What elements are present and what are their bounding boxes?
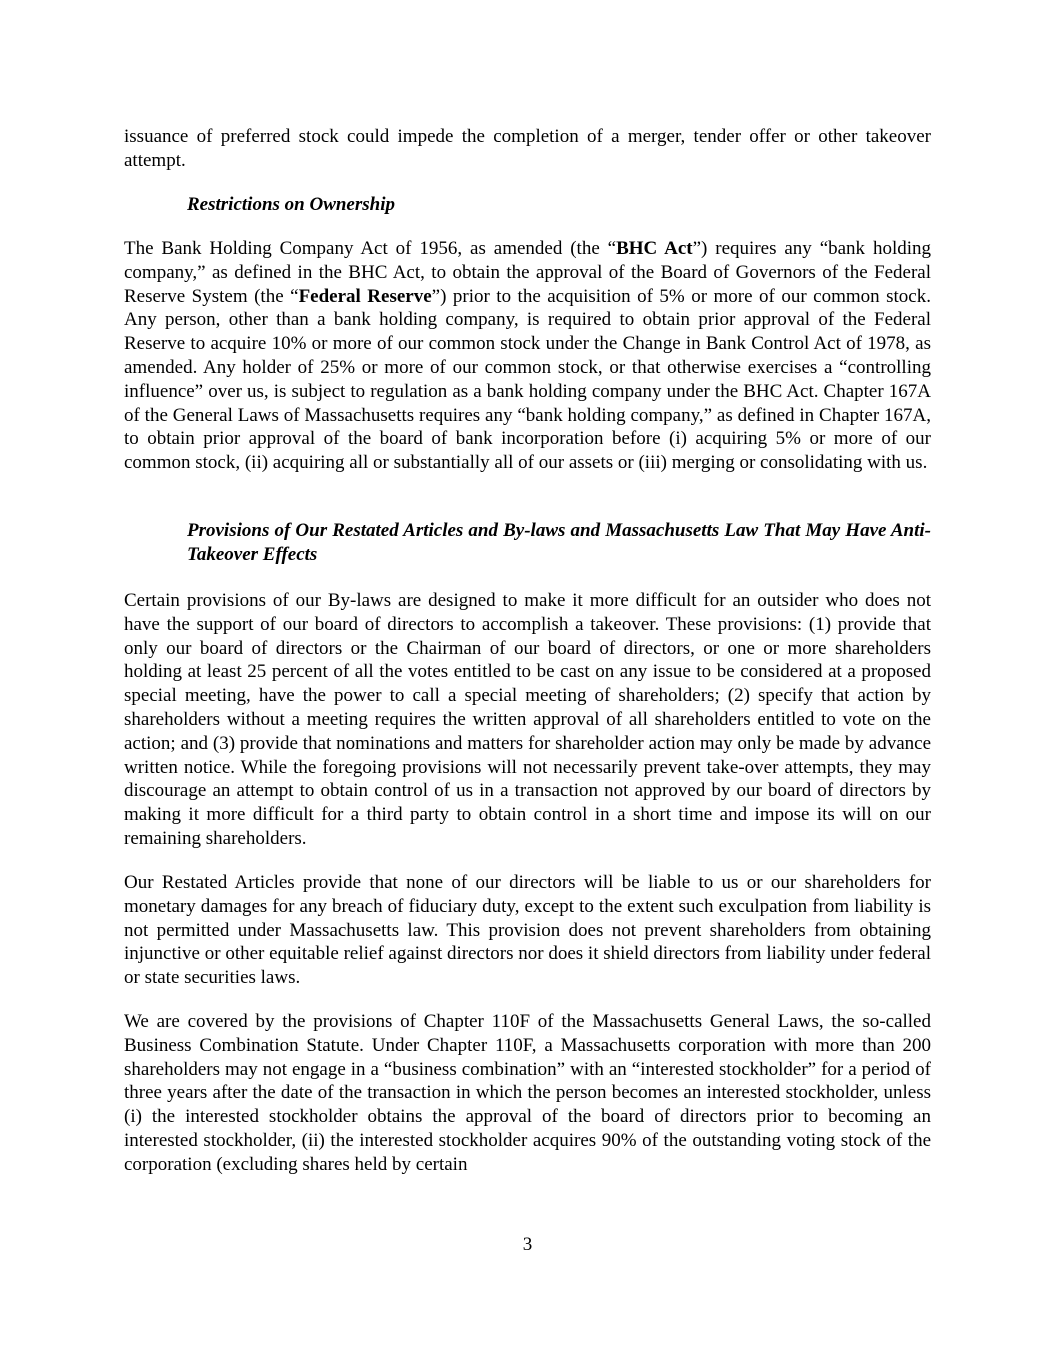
paragraph-bhc-act: [124, 237, 931, 475]
heading-anti-takeover-provisions: Provisions of Our Restated Articles and By-laws and Massachusetts Law That May Have Anti-Takeover Effects: [187, 520, 931, 565]
heading-restrictions-on-ownership: Restrictions on Ownership: [187, 194, 395, 215]
defined-term-federal-reserve: Federal Reserve: [298, 285, 432, 307]
paragraph-chapter-110f: We are covered by the provisions of Chapter 110F of the Massachusetts General Laws, the so-called Business Combination Statute. Under Chapter 110F, a Massachusetts corporation with more than 200 shareholders may not engage in a “business combination” with an “interested stockholder” for a period of three years after the date of the transaction in which the person becomes an interested stockholder, unless (i) the interested stockholder obtains the approval of the board of directors prior to becoming an interested stockholder, (ii) the interested stockholder acquires 90% of the outstanding voting stock of the corporation (excluding shares held by certain: [124, 1011, 931, 1175]
page-number: 3: [522, 1234, 533, 1255]
paragraph-by-laws: Certain provisions of our By-laws are designed to make it more difficult for an outsider who does not have the support of our board of directors to accomplish a takeover. These provisions: (1) provide that only our board of directors or the Chairman of our board of directors, or one or more shareholders holding at least 25 percent of all the votes entitled to be cast on any issue to be considered at a proposed special meeting, have the power to call a special meeting of shareholders; (2) specify that action by shareholders without a meeting requires the written approval of all shareholders entitled to vote on the action; and (3) provide that nominations and matters for shareholder action may only be made by advance written notice. While the foregoing provisions will not necessarily prevent take-over attempts, they may discourage an attempt to obtain control of us in a transaction not approved by our board of directors by making it more difficult for a third party to obtain control in a short time and impose its will on our remaining shareholders.: [124, 590, 931, 849]
text: The Bank Holding Company Act of 1956, as amended (the “: [124, 238, 617, 259]
text: ”) requires any “bank holding company,” as defined in the BHC Act, to obtain the approval of the Board of Governors of the Federal Reserve System (the “: [124, 238, 932, 307]
paragraph-preferred-stock: issuance of preferred stock could impede the completion of a merger, tender offer or other takeover attempt.: [124, 126, 931, 171]
text: ”) prior to the acquisition of 5% or more of our common stock. Any person, other than a bank holding company, is required to obtain prior approval of the Federal Reserve to acquire 10% or more of our common stock under the Change in Bank Control Act of 1978, as amended. Any holder of 25% or more of our common stock, or that otherwise exercises a “controlling influence” over us, is subject to regulation as a bank holding company under the BHC Act. Chapter 167A of the General Laws of Massachusetts requires any “bank holding company,” as defined in Chapter 167A, to obtain prior approval of the board of bank incorporation before (i) acquiring 5% or more of our common stock, (ii) acquiring all or substantially all of our assets or (iii) merging or consolidating with us.: [124, 285, 931, 474]
paragraph-restated-articles: Our Restated Articles provide that none of our directors will be liable to us or our shareholders for monetary damages for any breach of fiduciary duty, except to the extent such exculpation from liability is not permitted under Massachusetts law. This provision does not prevent shareholders from obtaining injunctive or other equitable relief against directors nor does it shield directors from liability under federal or state securities laws.: [124, 872, 931, 989]
defined-term-bhc-act: BHC Act: [616, 238, 693, 259]
